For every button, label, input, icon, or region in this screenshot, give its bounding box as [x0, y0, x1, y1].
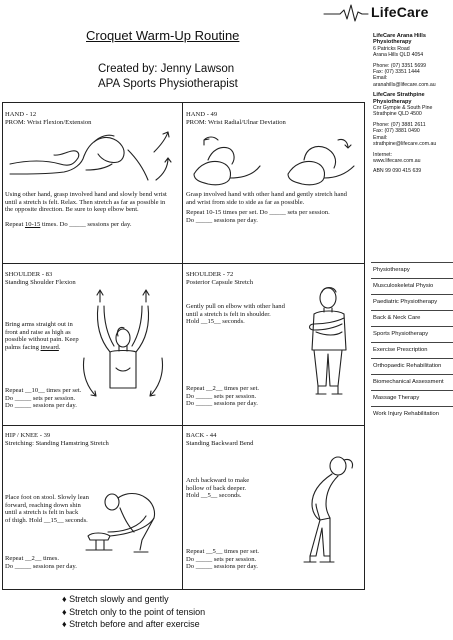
repeat-block	[5, 387, 81, 410]
clinic-name: LifeCare Arana Hills Physiotherapy	[373, 33, 426, 46]
exercise-name: PROM: Wrist Flexion/Extension	[5, 119, 92, 126]
repeat-block	[186, 209, 330, 224]
service-item: Musculoskeletal Physio	[371, 278, 453, 294]
hold-seconds: __15__	[200, 318, 221, 326]
repeat-block	[5, 555, 77, 570]
clinic-arana-hills	[373, 33, 453, 88]
clinic-strathpine	[373, 92, 453, 147]
clinic-phone: Phone: (07) 3351 5699	[373, 62, 427, 69]
instruction-line: hollow of back deeper.	[186, 484, 247, 492]
exercise-name: PROM: Wrist Radial/Ulnar Deviation	[186, 119, 286, 126]
clinic-address-line: Arana Hills QLD 4054	[373, 52, 424, 59]
instruction-line: the opposite direction. Be sure to keep elbow bent.	[5, 206, 139, 214]
instruction-line: Bring arms straight out in	[5, 321, 73, 328]
clinic-email-label: Email:	[373, 75, 388, 82]
exercise-code: HIP / KNEE - 39	[5, 432, 51, 439]
clinic-address-line: Strathpine QLD 4500	[373, 111, 422, 118]
posterior-capsule-stretch-illustration	[296, 284, 362, 408]
tips-list	[62, 593, 205, 631]
exercise-code: BACK - 44	[186, 432, 217, 439]
exercise-instructions	[5, 494, 89, 524]
tip-item: ♦ Stretch before and after exercise	[62, 619, 200, 630]
exercise-code: HAND - 12	[5, 111, 37, 118]
page-title: Croquet Warm-Up Routine	[86, 28, 240, 43]
instruction-line: Hold __15__ seconds.	[186, 318, 245, 326]
grid-divider	[2, 263, 365, 264]
exercise-name: Standing Shoulder Flexion	[5, 279, 76, 286]
instruction-line: Hold __5__ seconds.	[186, 492, 242, 500]
palm-direction: inward	[40, 343, 59, 351]
bullet-icon: ♦	[62, 594, 70, 604]
repeat-line: Do _____ sessions per day.	[186, 400, 258, 408]
repeat-line: Do _____ sets per session.	[186, 392, 257, 400]
hold-seconds: __15__	[43, 516, 64, 524]
website-link[interactable]: www.lifecare.com.au	[373, 157, 421, 164]
repeat-line: Do _____ sessions per day.	[186, 216, 258, 224]
instruction-line: until a stretch is felt in shoulder.	[186, 310, 271, 318]
instruction-line: until a stretch is felt in back	[5, 509, 79, 517]
instruction-line: Place foot on stool. Slowly lean	[5, 494, 89, 501]
wrist-deviation-illustration	[188, 130, 360, 188]
repeat-line: Repeat 10-15 times per set. Do _____ sets per session.	[186, 209, 330, 216]
exercise-instructions	[5, 321, 79, 351]
repeat-line: Repeat __2__ times per set.	[186, 385, 260, 392]
clinic-fax: Fax: (07) 3881 0490	[373, 128, 420, 135]
instruction-line: and wrist from side to side as far as possible.	[186, 198, 305, 206]
instruction-line: until a stretch is felt. Relax. Then stretch as far as possible in	[5, 198, 166, 206]
service-item: Orthopaedic Rehabilitation	[371, 358, 453, 374]
repeat-count: 10-15	[24, 221, 41, 228]
repeat-block	[186, 548, 259, 571]
repeat-line: Repeat 10-15 times. Do _____ sessions per day.	[5, 221, 132, 228]
instruction-line: Grasp involved hand with other hand and gently stretch hand	[186, 191, 347, 198]
exercise-code: SHOULDER - 72	[186, 271, 234, 278]
instruction-line: Arch backward to make	[186, 477, 250, 484]
instruction-line: possible without pain. Keep	[5, 336, 79, 344]
grid-divider	[2, 425, 365, 426]
clinic-fax: Fax: (07) 3351 1444	[373, 69, 420, 76]
instruction-line: front and raise as high as	[5, 328, 71, 336]
service-item: Sports Physiotherapy	[371, 326, 453, 342]
exercise-name: Stretching: Standing Hamstring Stretch	[5, 440, 109, 447]
repeat-line: Do _____ sets per session.	[186, 555, 257, 563]
repeat-line: Do _____ sessions per day.	[5, 562, 77, 570]
author-role: APA Sports Physiotherapist	[98, 78, 238, 90]
abn: ABN 99 090 415 639	[373, 168, 422, 175]
clinic-contacts	[373, 33, 453, 175]
repeat-line: Repeat __5__ times per set.	[186, 548, 260, 555]
clinic-email[interactable]: strathpine@lifecare.com.au	[373, 141, 437, 148]
exercise-instructions	[186, 303, 285, 326]
brand-name: LifeCare	[371, 4, 429, 20]
service-item: Biomechanical Assessment	[371, 374, 453, 390]
internet-label: Internet:	[373, 151, 393, 158]
backward-bend-illustration	[290, 452, 362, 570]
repeat-line: Do _____ sets per session.	[5, 394, 76, 402]
exercise-name: Standing Backward Bend	[186, 440, 254, 447]
clinic-address-line: 6 Patricks Road	[373, 45, 410, 52]
service-item: Exercise Prescription	[371, 342, 453, 358]
service-item: Paediatric Physiotherapy	[371, 294, 453, 310]
clinic-name: LifeCare Strathpine Physiotherapy	[373, 92, 425, 105]
service-item: Massage Therapy	[371, 390, 453, 406]
instruction-line: Gently pull on elbow with other hand	[186, 303, 285, 310]
repeat-line: Repeat __10__ times per set.	[5, 387, 82, 394]
hamstring-stretch-illustration	[82, 478, 178, 560]
shoulder-flexion-illustration	[78, 288, 178, 406]
clinic-address-line: Cnr Gympie & South Pine	[373, 105, 433, 112]
service-item: Back & Neck Care	[371, 310, 453, 326]
created-by: Created by: Jenny Lawson	[98, 63, 235, 75]
service-item: Physiotherapy	[371, 262, 453, 278]
wrist-flexion-illustration	[8, 130, 176, 188]
instruction-line: of thigh. Hold __15__ seconds.	[5, 516, 88, 524]
instruction-line: Using other hand, grasp involved hand and slowly bend wrist	[5, 191, 167, 198]
instruction-line: palms facing inward.	[5, 343, 61, 351]
repeat-line: Do _____ sessions per day.	[186, 563, 258, 571]
exercise-instructions	[186, 477, 249, 500]
tip-item: ♦ Stretch slowly and gently	[62, 594, 169, 604]
bullet-icon: ♦	[62, 619, 70, 630]
clinic-phone: Phone: (07) 3881 2611	[373, 121, 426, 128]
repeat-block	[186, 385, 259, 408]
tip-item: ♦ Stretch only to the point of tension	[62, 606, 206, 617]
exercise-instructions	[5, 191, 167, 214]
clinic-email-label: Email:	[373, 134, 388, 141]
service-item: Work Injury Rehabilitation	[371, 406, 453, 422]
repeat-line: Repeat __2__ times.	[5, 555, 60, 562]
instruction-line: forward, reaching down shin	[5, 501, 81, 509]
exercise-name: Posterior Capsule Stretch	[186, 279, 254, 286]
bullet-icon: ♦	[62, 606, 70, 617]
clinic-email[interactable]: aranahills@lifecare.com.au	[373, 81, 436, 88]
exercise-code: HAND - 49	[186, 111, 218, 118]
hold-seconds: __5__	[200, 492, 218, 500]
exercise-instructions	[186, 191, 347, 206]
repeat-line: Do _____ sessions per day.	[5, 402, 77, 410]
exercise-code: SHOULDER - 83	[5, 271, 53, 278]
grid-divider	[182, 102, 183, 590]
